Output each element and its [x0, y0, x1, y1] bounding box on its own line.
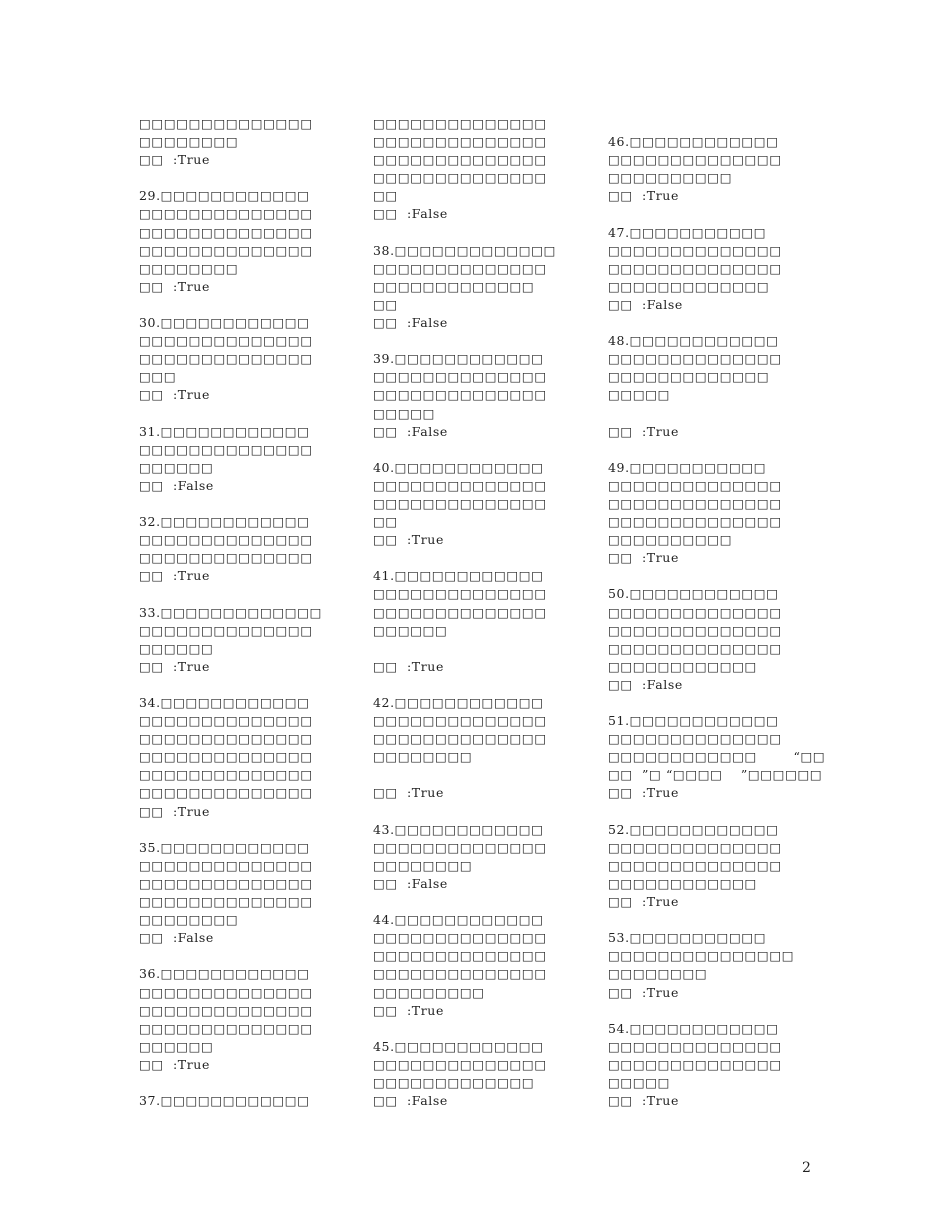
text-line: □□□□□□□□□□□□□□□: [608, 948, 795, 964]
text-column-3: [608, 115, 838, 1110]
text-line: □□ :True: [608, 785, 679, 801]
text-line: [373, 803, 603, 821]
text-line: □□□□□□□□□□□□□□: [373, 170, 547, 186]
text-line: □□: [373, 514, 398, 530]
text-line: □□□□□□: [373, 622, 448, 638]
text-line: 48.□□□□□□□□□□□□: [608, 333, 779, 349]
text-line: [139, 495, 369, 513]
text-line: □□□□□□□□□□□□□□: [373, 604, 547, 620]
text-line: □□ :False: [608, 676, 683, 692]
text-line: [608, 115, 838, 133]
text-line: [608, 405, 838, 423]
text-line: □□□□□□□□□□□□□□: [373, 948, 547, 964]
text-line: □□□□□□□□□□□□□□: [139, 1002, 313, 1018]
text-line: □□□□□□□□□□□□□□: [139, 116, 313, 131]
text-line: 37.□□□□□□□□□□□□: [139, 1093, 310, 1109]
text-line: □□□□□□□□□□□□□□: [608, 152, 782, 168]
text-line: □□□□□□□□□□□□□□: [139, 894, 313, 910]
text-line: □□□□□□□□□□□□□□: [139, 242, 313, 258]
text-line: □□□□□□□□□□□□□□: [608, 1056, 782, 1072]
text-line: 50.□□□□□□□□□□□□: [608, 586, 779, 602]
text-line: 42.□□□□□□□□□□□□: [373, 695, 544, 710]
text-line: □□□□□□□□□□□□□□: [373, 1056, 547, 1072]
text-line: □□ :False: [373, 315, 448, 331]
text-line: [608, 205, 838, 223]
text-line: [373, 224, 603, 242]
text-line: □□□: [139, 369, 177, 385]
text-line: [139, 585, 369, 603]
text-line: □□□□□□□□□□□□□□: [608, 242, 782, 258]
text-line: □□□□□□□□□□□□□□: [608, 604, 782, 620]
text-column-1: [139, 115, 369, 1110]
text-line: □□□□□□□□□□□□□□: [608, 1038, 782, 1054]
text-line: 34.□□□□□□□□□□□□: [139, 695, 310, 710]
text-line: □□ :True: [373, 658, 444, 674]
text-line: □□□□□□□□□□□□□□: [373, 930, 547, 946]
text-line: □□ :False: [373, 1093, 448, 1109]
text-line: □□□□□□□□□□□□□□: [373, 116, 547, 131]
text-line: □□□□□: [373, 405, 436, 421]
text-line: □□ :True: [139, 278, 210, 294]
text-line: □□□□□: [608, 1074, 671, 1090]
text-line: □□□□□□□□: [139, 912, 239, 928]
text-line: □□□□□□□□: [139, 260, 239, 276]
text-line: □□□□□□□□□□□□□□: [139, 1020, 313, 1036]
text-line: □□□□□□□□□□□□□□: [373, 387, 547, 403]
text-line: [608, 803, 838, 821]
text-line: □□□□□□□□□□□□□□: [139, 622, 313, 638]
text-line: □□□□□□□□□□□□□□: [608, 622, 782, 638]
text-line: [373, 893, 603, 911]
text-line: [373, 676, 603, 694]
text-line: □□ :False: [139, 930, 214, 946]
text-line: □□□□□□□□□□□□□□: [373, 713, 547, 729]
text-line: □□□□□□□□□□□□ “□□: [608, 749, 826, 765]
text-line: 40.□□□□□□□□□□□□: [373, 459, 544, 475]
text-line: [139, 296, 369, 314]
text-line: □□: [373, 188, 398, 204]
text-line: □□□□□: [608, 387, 671, 403]
text-line: □□□□□□□□□□□□□□: [373, 134, 547, 150]
text-line: □□ :True: [139, 1056, 210, 1072]
text-line: 35.□□□□□□□□□□□□: [139, 839, 310, 855]
text-line: □□□□□□□□□□□□□□: [139, 441, 313, 457]
text-line: □□ :True: [373, 785, 444, 801]
text-line: □□ :True: [608, 984, 679, 1000]
text-line: □□□□□□□□□□□□□□: [373, 966, 547, 982]
text-line: □□□□□□□□□□□□□□: [139, 351, 313, 367]
text-line: 38.□□□□□□□□□□□□□: [373, 242, 557, 258]
text-line: □□ :False: [608, 296, 683, 312]
text-line: □□ :True: [608, 188, 679, 204]
text-line: □□ :False: [373, 206, 448, 222]
text-line: □□ :True: [139, 803, 210, 819]
text-line: 49.□□□□□□□□□□□: [608, 459, 767, 475]
text-line: □□□□□□□□□□□□□□: [139, 857, 313, 873]
text-line: □□□□□□□□□□□□□□: [608, 514, 782, 530]
text-line: □□□□□□□□□□□□□□: [139, 224, 313, 240]
text-line: 36.□□□□□□□□□□□□: [139, 966, 310, 982]
text-line: □□□□□□□□□□□□□: [373, 1074, 535, 1090]
text-line: [608, 1002, 838, 1020]
text-line: □□ :False: [373, 423, 448, 439]
text-line: □□□□□□□□: [373, 857, 473, 873]
text-line: [139, 169, 369, 187]
text-line: □□□□□□□□□□□□□□: [139, 206, 313, 222]
text-line: □□□□□□□□□□□□□□: [139, 713, 313, 729]
text-column-2: [373, 115, 603, 1110]
text-line: [373, 441, 603, 459]
text-line: □□□□□□□□□□□□□□: [373, 495, 547, 511]
text-line: 54.□□□□□□□□□□□□: [608, 1020, 779, 1036]
text-line: □□□□□□□□□□□□□□: [373, 586, 547, 602]
text-line: □□ :True: [373, 532, 444, 548]
text-line: □□ :True: [608, 550, 679, 566]
text-line: □□ ”□ “□□□□ ”□□□□□□: [608, 767, 823, 783]
text-line: 33.□□□□□□□□□□□□□: [139, 604, 323, 620]
text-line: [373, 640, 603, 658]
text-line: [373, 766, 603, 784]
text-line: □□□□□□□□□□□□□: [608, 278, 770, 294]
text-line: [139, 405, 369, 423]
text-line: □□□□□□□□□□□□□□: [608, 857, 782, 873]
text-line: □□□□□□: [139, 459, 214, 475]
text-line: □□ :False: [373, 875, 448, 891]
text-line: □□□□□□□□□□□□□□: [373, 839, 547, 855]
text-line: □□□□□□□□□□□□□□: [373, 152, 547, 168]
text-line: □□□□□□□□□□□□□□: [608, 260, 782, 276]
text-line: 30.□□□□□□□□□□□□: [139, 315, 310, 331]
text-line: 29.□□□□□□□□□□□□: [139, 188, 310, 204]
text-line: □□□□□□□□□□□□: [608, 875, 757, 891]
text-line: □□□□□□□□□□□□□□: [139, 984, 313, 1000]
text-line: □□□□□□□□□□□□□□: [373, 260, 547, 276]
text-line: □□ :True: [608, 423, 679, 439]
text-line: 53.□□□□□□□□□□□: [608, 930, 767, 946]
text-line: □□□□□□□□□□: [608, 532, 733, 548]
text-line: □□□□□□□□□□□□□□: [139, 333, 313, 349]
text-line: □□□□□□□□□□□□□□: [608, 351, 782, 367]
text-line: □□□□□□□□□□□□□□: [608, 839, 782, 855]
text-line: □□□□□□□□□□□□□□: [139, 785, 313, 801]
text-line: □□□□□□□□□□□□□□: [139, 532, 313, 548]
text-line: 44.□□□□□□□□□□□□: [373, 912, 544, 928]
text-line: □□□□□□: [139, 640, 214, 656]
text-line: [608, 314, 838, 332]
text-line: 51.□□□□□□□□□□□□: [608, 713, 779, 729]
text-line: □□□□□□□□□□□□□□: [139, 550, 313, 566]
text-line: □□ :False: [139, 477, 214, 493]
text-line: [608, 694, 838, 712]
text-line: 41.□□□□□□□□□□□□: [373, 568, 544, 584]
text-line: □□□□□□□□□□□□: [608, 658, 757, 674]
text-line: □□□□□□□□□□□□□□: [373, 369, 547, 385]
text-line: □□□□□□□□□□□□□□: [139, 749, 313, 765]
text-line: □□□□□□□□□□□□□□: [608, 495, 782, 511]
text-line: 47.□□□□□□□□□□□: [608, 224, 767, 240]
text-line: □□ :True: [608, 894, 679, 910]
text-line: □□□□□□□□□□□□□□: [139, 767, 313, 783]
text-line: 31.□□□□□□□□□□□□: [139, 423, 310, 439]
text-line: □□□□□□□□□□□□□□: [373, 731, 547, 747]
text-line: □□□□□□□□: [139, 134, 239, 150]
text-line: □□□□□□□□: [373, 749, 473, 765]
text-line: □□□□□□□□□□□□□: [608, 369, 770, 385]
text-line: □□□□□□□□□□□□□: [373, 278, 535, 294]
text-line: □□□□□□□□□□□□□□: [139, 875, 313, 891]
text-line: 46.□□□□□□□□□□□□: [608, 134, 779, 150]
text-line: 39.□□□□□□□□□□□□: [373, 351, 544, 367]
text-line: □□ :True: [139, 568, 210, 584]
text-line: [608, 441, 838, 459]
text-line: [373, 332, 603, 350]
text-line: [139, 947, 369, 965]
text-line: □□ :True: [139, 387, 210, 403]
text-line: □□ :True: [139, 658, 210, 674]
text-line: □□ :True: [139, 152, 210, 168]
text-line: [373, 549, 603, 567]
text-line: □□□□□□□□: [608, 966, 708, 982]
text-line: □□□□□□□□□: [373, 984, 485, 1000]
text-line: [139, 1074, 369, 1092]
text-line: [373, 1020, 603, 1038]
text-line: □□□□□□□□□□□□□□: [139, 731, 313, 747]
text-line: [608, 911, 838, 929]
text-line: 45.□□□□□□□□□□□□: [373, 1038, 544, 1054]
text-line: □□ :True: [608, 1093, 679, 1109]
text-line: □□ :True: [373, 1002, 444, 1018]
text-line: □□□□□□□□□□□□□□: [373, 477, 547, 493]
text-line: 32.□□□□□□□□□□□□: [139, 514, 310, 530]
text-line: □□□□□□□□□□□□□□: [608, 640, 782, 656]
text-line: □□□□□□: [139, 1038, 214, 1054]
text-line: [608, 567, 838, 585]
page-number: 2: [802, 1160, 811, 1176]
text-line: [139, 821, 369, 839]
text-line: □□□□□□□□□□□□□□: [608, 731, 782, 747]
text-line: □□: [373, 296, 398, 312]
text-line: [139, 676, 369, 694]
text-line: □□□□□□□□□□: [608, 170, 733, 186]
text-line: 43.□□□□□□□□□□□□: [373, 821, 544, 837]
text-line: □□□□□□□□□□□□□□: [608, 477, 782, 493]
text-line: 52.□□□□□□□□□□□□: [608, 821, 779, 837]
